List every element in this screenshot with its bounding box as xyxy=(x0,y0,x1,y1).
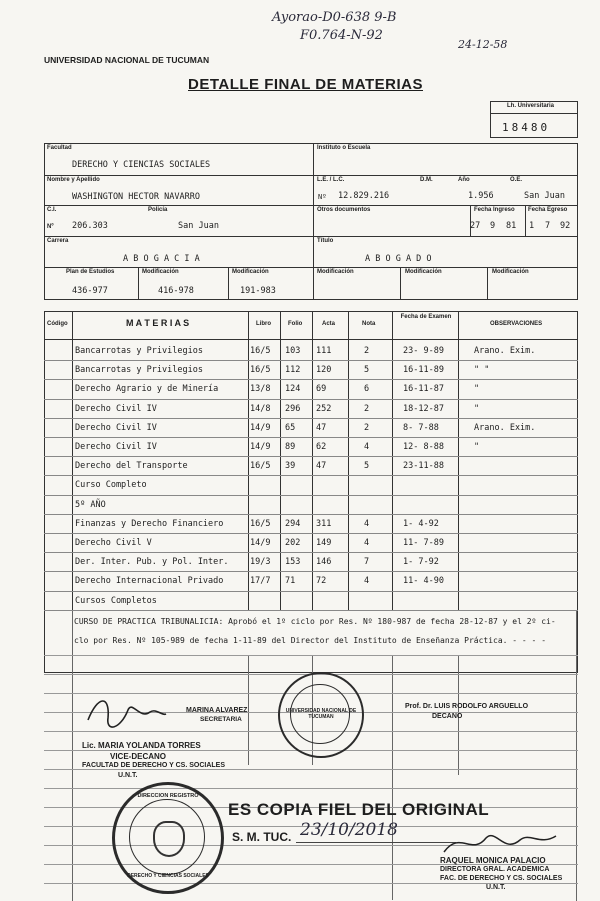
egreso-month: 7 xyxy=(545,221,551,231)
facultad-label: Facultad xyxy=(47,145,72,151)
carrera-label: Carrera xyxy=(47,238,69,244)
cell-obs: Arano. Exim. xyxy=(474,346,536,356)
cell-materia: Bancarrotas y Privilegios xyxy=(75,346,203,356)
cell-fecha: 8- 7-88 xyxy=(403,422,439,433)
handwritten-reference-2: F0.764-N-92 xyxy=(300,28,383,43)
header-nota: Nota xyxy=(362,321,376,327)
cell-fecha: 1- 7-92 xyxy=(403,557,439,568)
cell-folio: 112 xyxy=(285,365,301,376)
registry-seal-text-1: DIRECCION REGISTRO xyxy=(137,793,199,799)
copy-stamp-place: S. M. TUC. xyxy=(232,830,292,844)
cell-folio: 65 xyxy=(285,422,296,433)
le-label: L.E. / L.C. xyxy=(317,177,345,183)
dean-name: Prof. Dr. LUIS RODOLFO ARGUELLO xyxy=(405,703,529,710)
registry-seal-text-2: DERECHO Y CIENCIAS SOCIALES xyxy=(127,873,209,879)
director-role: DIRECTORA GRAL. ACADEMICA xyxy=(440,866,550,873)
row-divider xyxy=(44,437,578,438)
row-divider xyxy=(44,418,578,419)
cell-nota: 2 xyxy=(364,346,370,356)
ingreso-year: 81 xyxy=(506,221,517,231)
cell-materia: Bancarrotas y Privilegios xyxy=(75,365,203,376)
cell-acta: 252 xyxy=(316,403,332,414)
cell-materia: Derecho del Transporte xyxy=(75,461,188,472)
nombre-value: WASHINGTON HECTOR NAVARRO xyxy=(72,192,200,202)
cell-libro: 14/9 xyxy=(250,538,271,548)
cell-nota: 5 xyxy=(364,461,370,472)
cell-acta: 120 xyxy=(316,365,332,376)
row-divider xyxy=(44,591,578,592)
header-observaciones: OBSERVACIONES xyxy=(490,321,543,327)
mod2-label: Modificación xyxy=(232,269,269,275)
cell-acta: 69 xyxy=(316,384,327,395)
ingreso-month: 9 xyxy=(490,221,496,231)
egreso-day: 1 xyxy=(529,221,535,231)
header-libro: Libro xyxy=(256,321,271,327)
cell-folio: 294 xyxy=(285,518,301,529)
mod1-label: Modificación xyxy=(142,269,179,275)
cell-libro: 16/5 xyxy=(250,518,271,529)
header-acta: Acta xyxy=(322,321,336,327)
director-name: RAQUEL MONICA PALACIO xyxy=(440,856,546,865)
institution-name: UNIVERSIDAD NACIONAL DE TUCUMAN xyxy=(44,55,210,65)
practica-line-2: clo por Res. Nº 105-989 de fecha 1-11-89 del Director del Instituto de Enseñanza Práctica. - - - - xyxy=(74,636,547,645)
copy-stamp-title: ES COPIA FIEL DEL ORIGINAL xyxy=(228,800,490,819)
dean-role: DECANO xyxy=(432,713,463,720)
header-materias: M A T E R I A S xyxy=(126,318,190,328)
cell-nota: 4 xyxy=(364,442,370,452)
secretary-name: MARINA ALVAREZ xyxy=(186,707,248,714)
cell-nota: 5 xyxy=(364,365,370,376)
cell-libro: 13/8 xyxy=(250,384,271,395)
cell-folio: 71 xyxy=(285,576,296,587)
row-divider xyxy=(44,399,578,400)
cell-materia: Der. Inter. Pub. y Pol. Inter. xyxy=(75,557,229,568)
cell-libro: 16/5 xyxy=(250,461,271,472)
cell-materia: Cursos Completos xyxy=(75,595,157,606)
ci-nro-label: Nº xyxy=(47,224,54,230)
cell-acta: 47 xyxy=(316,461,327,472)
policia-value: San Juan xyxy=(178,221,219,231)
cell-fecha: 23- 9-89 xyxy=(403,346,444,356)
cell-obs: " xyxy=(474,442,480,452)
vice-dean-faculty: FACULTAD DE DERECHO Y CS. SOCIALES xyxy=(82,762,225,769)
cell-folio: 124 xyxy=(285,384,301,395)
handwritten-date: 24-12-58 xyxy=(458,38,508,51)
vice-dean-unt: U.N.T. xyxy=(118,772,138,779)
cell-libro: 16/5 xyxy=(250,365,271,376)
header-codigo: Código xyxy=(47,321,68,327)
document-title: DETALLE FINAL DE MATERIAS xyxy=(188,76,423,93)
cell-fecha: 23-11-88 xyxy=(403,461,444,472)
university-seal-center xyxy=(278,672,364,758)
cell-acta: 72 xyxy=(316,576,327,587)
cell-materia: Derecho Civil IV xyxy=(75,403,157,414)
ci-value: 206.303 xyxy=(72,221,108,231)
director-faculty: FAC. DE DERECHO Y CS. SOCIALES xyxy=(440,875,563,882)
lu-label: Lh. Universitaria xyxy=(507,103,555,109)
cell-acta: 62 xyxy=(316,442,327,452)
cell-nota: 4 xyxy=(364,538,370,548)
cell-libro: 19/3 xyxy=(250,557,271,568)
cell-fecha: 1- 4-92 xyxy=(403,518,439,529)
plan-label: Plan de Estudios xyxy=(66,269,115,275)
vice-dean-role: VICE-DECANO xyxy=(110,752,167,761)
cell-fecha: 12- 8-88 xyxy=(403,442,444,452)
cell-materia: Finanzas y Derecho Financiero xyxy=(75,518,224,529)
ano-label: Año xyxy=(458,177,470,183)
ano-value: 1.956 xyxy=(468,191,494,201)
row-divider xyxy=(44,610,578,611)
cell-materia: Derecho Agrario y de Minería xyxy=(75,384,219,395)
egreso-year: 92 xyxy=(560,221,571,231)
row-divider xyxy=(44,456,578,457)
row-divider xyxy=(44,495,578,496)
registry-seal xyxy=(112,782,224,894)
cell-folio: 202 xyxy=(285,538,301,548)
cell-obs: Arano. Exim. xyxy=(474,422,536,433)
cell-nota: 7 xyxy=(364,557,370,568)
mod4-label: Modificación xyxy=(405,269,442,275)
handwritten-reference-1: Ayorao-D0-638 9-B xyxy=(272,10,397,25)
oe-value: San Juan xyxy=(524,191,565,201)
cell-nota: 2 xyxy=(364,403,370,414)
cell-nota: 2 xyxy=(364,422,370,433)
titulo-label: Título xyxy=(317,238,334,244)
row-divider xyxy=(44,360,578,361)
ruled-line xyxy=(44,655,578,656)
nombre-label: Nombre y Apellido xyxy=(47,177,100,183)
row-divider xyxy=(44,379,578,380)
director-signature xyxy=(440,826,560,860)
cell-libro: 14/9 xyxy=(250,442,271,452)
row-divider xyxy=(44,475,578,476)
center-seal-text: UNIVERSIDAD NACIONAL DE TUCUMAN xyxy=(285,708,357,720)
cell-nota: 4 xyxy=(364,576,370,587)
cell-nota: 4 xyxy=(364,518,370,529)
cell-fecha: 18-12-87 xyxy=(403,403,444,414)
cell-materia: Derecho Civil IV xyxy=(75,442,157,452)
row-divider xyxy=(44,552,578,553)
cell-acta: 149 xyxy=(316,538,332,548)
cell-materia: 5º AÑO xyxy=(75,499,106,510)
lu-value: 18480 xyxy=(502,121,551,134)
cell-fecha: 16-11-87 xyxy=(403,384,444,395)
cell-materia: Derecho Internacional Privado xyxy=(75,576,224,587)
titulo-value: A B O G A D O xyxy=(365,254,432,264)
cell-acta: 311 xyxy=(316,518,332,529)
ruled-line xyxy=(44,769,578,770)
cell-libro: 14/9 xyxy=(250,422,271,433)
practica-line-1: CURSO DE PRACTICA TRIBUNALICIA: Aprobó el 1º ciclo por Res. Nº 180-987 de fecha 28-12-87 y el 2º ci- xyxy=(74,617,556,626)
cell-folio: 89 xyxy=(285,442,296,452)
copy-stamp-date: 23/10/2018 xyxy=(300,820,398,840)
instituto-label: Instituto o Escuela xyxy=(317,145,371,151)
vice-dean-signature xyxy=(80,690,170,740)
cell-folio: 296 xyxy=(285,403,301,414)
mod2-value: 191-983 xyxy=(240,286,276,296)
cell-acta: 146 xyxy=(316,557,332,568)
cell-materia: Curso Completo xyxy=(75,480,147,491)
cell-folio: 153 xyxy=(285,557,301,568)
cell-libro: 14/8 xyxy=(250,403,271,414)
header-fecha: Fecha de Examen xyxy=(400,314,452,320)
policia-label: Policía xyxy=(148,207,168,213)
row-divider xyxy=(44,533,578,534)
mod5-label: Modificación xyxy=(492,269,529,275)
director-unt: U.N.T. xyxy=(486,884,506,891)
mod1-value: 416-978 xyxy=(158,286,194,296)
egreso-label: Fecha Egreso xyxy=(528,207,568,213)
cell-libro: 17/7 xyxy=(250,576,271,587)
ci-label: C.I. xyxy=(47,207,57,213)
cell-obs: " xyxy=(474,384,480,395)
header-folio: Folio xyxy=(288,321,303,327)
cell-fecha: 11- 7-89 xyxy=(403,538,444,548)
oe-label: O.E. xyxy=(510,177,523,183)
cell-folio: 103 xyxy=(285,346,301,356)
cell-obs: " xyxy=(474,403,480,414)
cell-folio: 39 xyxy=(285,461,296,472)
carrera-value: A B O G A C I A xyxy=(123,254,200,264)
cell-fecha: 16-11-89 xyxy=(403,365,444,376)
le-nro: Nº xyxy=(318,193,327,201)
vice-dean-name: Lic. MARIA YOLANDA TORRES xyxy=(82,741,201,750)
cell-acta: 111 xyxy=(316,346,332,356)
cell-materia: Derecho Civil IV xyxy=(75,422,157,433)
facultad-value: DERECHO Y CIENCIAS SOCIALES xyxy=(72,160,211,170)
cell-obs: " " xyxy=(474,365,490,376)
mod3-label: Modificación xyxy=(317,269,354,275)
cell-acta: 47 xyxy=(316,422,327,433)
cell-libro: 16/5 xyxy=(250,346,271,356)
plan-value: 436-977 xyxy=(72,286,108,296)
row-divider xyxy=(44,514,578,515)
row-divider xyxy=(44,571,578,572)
cell-materia: Derecho Civil V xyxy=(75,538,152,548)
cell-fecha: 11- 4-90 xyxy=(403,576,444,587)
dm-label: D.M. xyxy=(420,177,433,183)
le-value: 12.829.216 xyxy=(338,191,390,201)
ingreso-label: Fecha Ingreso xyxy=(474,207,515,213)
otros-label: Otros documentos xyxy=(317,207,371,213)
ruled-line xyxy=(44,788,578,789)
ingreso-day: 27 xyxy=(470,221,481,231)
secretary-role: SECRETARIA xyxy=(200,716,242,723)
cell-nota: 6 xyxy=(364,384,370,395)
